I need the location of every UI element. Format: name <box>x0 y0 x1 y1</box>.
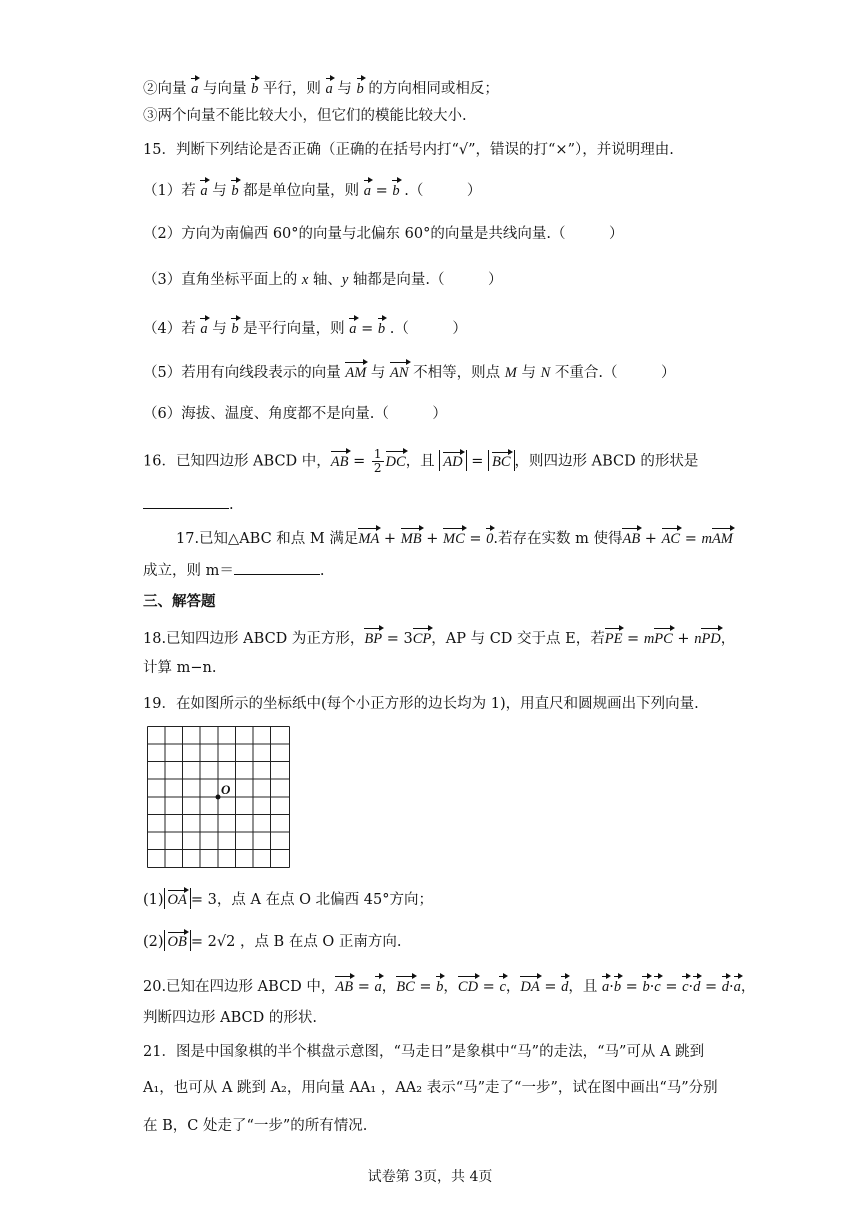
q20-judge: 判断四边形 ABCD 的形状. <box>143 1010 317 1026</box>
q19-part-2: (2) OB = 2√2 ，点 B 在点 O 正南方向. <box>143 930 402 952</box>
question-15: 15．判断下列结论是否正确（正确的在括号内打“√”，错误的打“×”），并说明理由. <box>143 142 674 158</box>
coordinate-grid <box>147 726 290 868</box>
statement-3: ③两个向量不能比较大小，但它们的模能比较大小. <box>143 108 467 124</box>
origin-point <box>216 795 221 800</box>
question-17: 17.已知△ABC 和点 M 满足MA + MB + MC = 0.若存在实数 m 使得AB + AC = mAM <box>176 526 733 549</box>
question-21-line-1: 21．图是中国象棋的半个棋盘示意图，“马走日”是象棋中“马”的走法，“马”可从 A 跳到 <box>143 1044 705 1060</box>
q18-compute: 计算 m−n. <box>143 660 217 676</box>
page-footer: 试卷第 3页，共 4页 <box>367 1169 493 1185</box>
q17-answer-line[interactable]: 成立，则 m＝ . <box>143 560 324 581</box>
statement-2: ②向量 a 与向量 b 平行，则 a 与 b 的方向相同或相反； <box>143 76 499 99</box>
q16-answer-blank[interactable]: . <box>143 494 234 515</box>
section-title-3: 三、解答题 <box>143 593 216 610</box>
question-16: 16．已知四边形 ABCD 中，AB = $\frac{1}{2}$ DC，且 AD = BC ，则四边形 ABCD 的形状是 <box>143 447 699 475</box>
q15-item-6: （6）海拔、温度、角度都不是向量.（ ） <box>143 406 447 422</box>
question-21-line-2: A₁，也可从 A 跳到 A₂，用向量 AA₁ ，AA₂ 表示“马”走了“一步”，试在图中画出“马”分别 <box>143 1080 718 1096</box>
q15-item-4: （4）若 a 与 b 是平行向量，则 a = b .（ ） <box>143 316 467 339</box>
question-20: 20.已知在四边形 ABCD 中，AB = a，BC = b，CD = c，DA = d，且 a·b = b·c = c·d = d·a， <box>143 974 755 997</box>
question-21-line-3: 在 B，C 处走了“一步”的所有情况. <box>143 1118 368 1134</box>
q15-item-1: （1）若 a 与 b 都是单位向量，则 a = b .（ ） <box>143 178 481 201</box>
q15-item-2: （2）方向为南偏西 60°的向量与北偏东 60°的向量是共线向量.（ ） <box>143 226 624 242</box>
q15-item-5: （5）若用有向线段表示的向量 AM 与 AN 不相等，则点 M 与 N 不重合.（ ） <box>143 360 675 383</box>
q19-part-1: (1) OA = 3，点 A 在点 O 北偏西 45°方向； <box>143 888 433 910</box>
q15-item-3: （3）直角坐标平面上的 x 轴、y 轴都是向量.（ ） <box>143 272 503 288</box>
grid-svg <box>147 726 290 868</box>
question-18: 18.已知四边形 ABCD 为正方形，BP = 3CP，AP 与 CD 交于点 E，若PE = mPC + nPD， <box>143 626 735 649</box>
question-19: 19．在如图所示的坐标纸中(每个小正方形的边长均为 1)，用直尺和圆规画出下列向量. <box>143 696 699 712</box>
origin-label: O <box>221 782 231 797</box>
